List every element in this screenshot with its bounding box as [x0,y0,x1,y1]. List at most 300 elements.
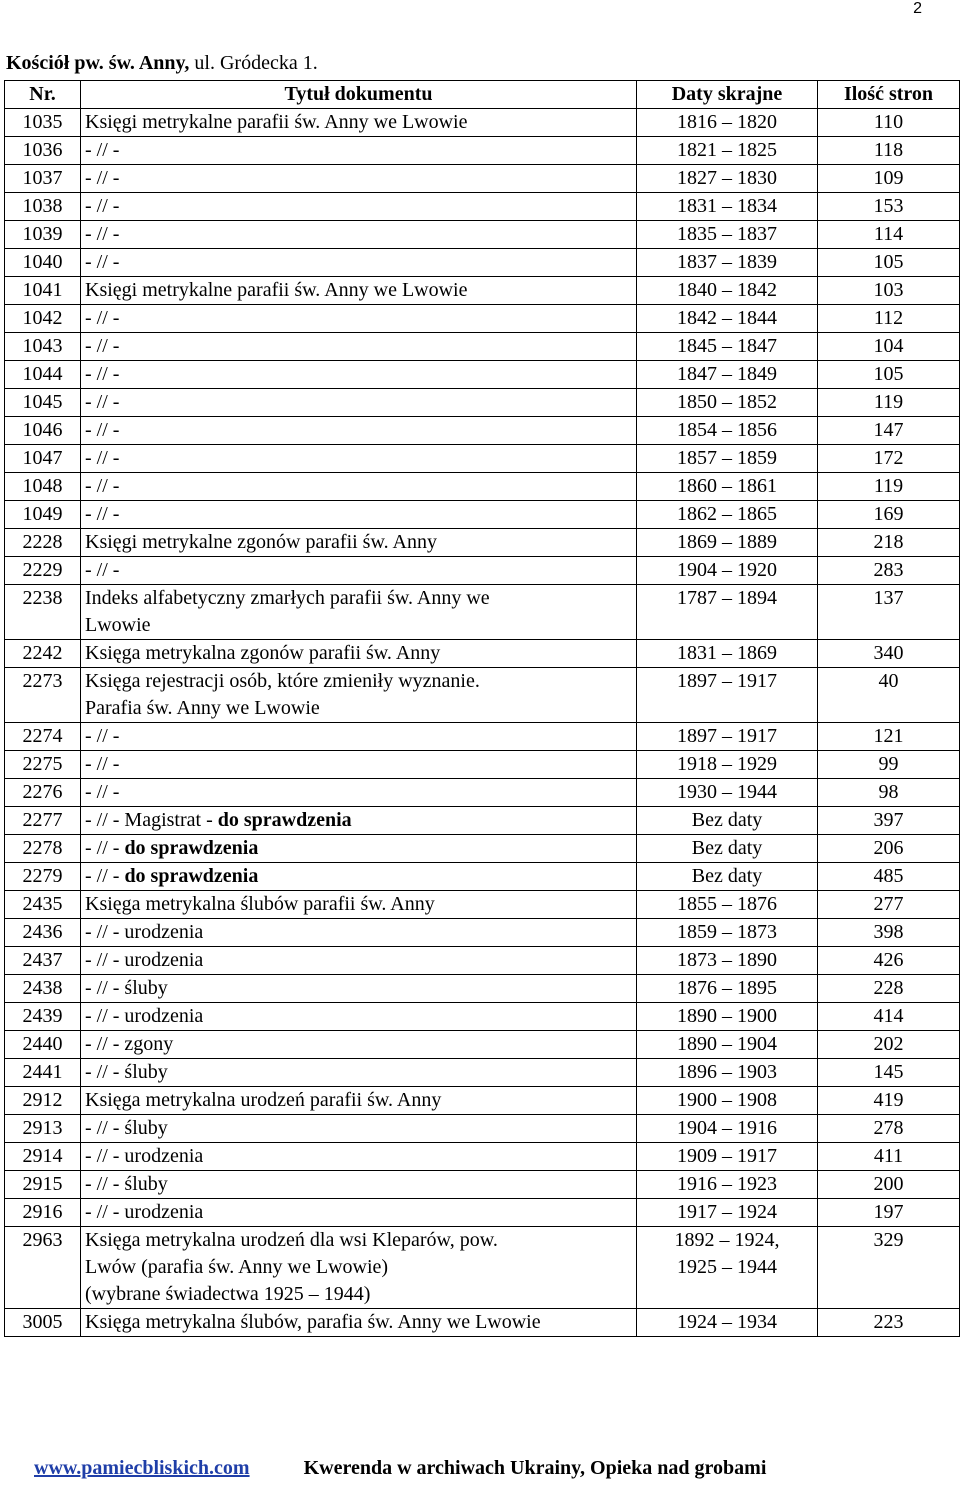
cell-pages [818,975,960,1003]
cell-nr-text: 2274 [22,725,63,747]
cell-dates-text: 1847 – 1849 [677,363,777,385]
cell-title-text: - // - śluby [85,1117,168,1139]
cell-dates-text: 1837 – 1839 [677,251,777,273]
table-row [5,305,960,333]
cell-dates [637,751,818,779]
cell-dates-text: 1897 – 1917 [677,725,777,747]
cell-pages-text: 340 [873,642,904,664]
cell-dates-text: 1827 – 1830 [677,167,777,189]
cell-pages [818,557,960,585]
cell-pages-text: 202 [873,1033,904,1055]
table-row [5,109,960,137]
cell-nr [5,1003,81,1031]
cell-pages-text: 137 [873,587,904,609]
cell-dates [637,165,818,193]
cell-title-text: - // - [85,335,120,357]
table-row [5,640,960,668]
cell-title [81,445,637,473]
cell-pages [818,807,960,835]
cell-dates-text: 1854 – 1856 [677,419,777,441]
cell-nr-text: 2275 [22,753,63,775]
cell-dates-text: Bez daty [691,837,763,859]
cell-nr-text: 1036 [22,139,63,161]
cell-pages-text: 114 [873,223,904,245]
cell-title-text: - // - śluby [85,977,168,999]
cell-title-text: - // - [85,725,120,747]
cell-pages [818,1003,960,1031]
cell-nr [5,529,81,557]
cell-pages [818,389,960,417]
cell-nr [5,975,81,1003]
table-row [5,445,960,473]
cell-pages [818,863,960,891]
cell-title-text: - // - [85,447,120,469]
cell-pages [818,109,960,137]
cell-title [81,277,637,305]
page-footer [34,1457,766,1480]
table-row [5,557,960,585]
cell-dates-text: Bez daty [691,865,763,887]
cell-nr-text: 2228 [22,531,63,553]
cell-nr [5,1087,81,1115]
cell-pages [818,417,960,445]
cell-pages [818,277,960,305]
cell-title [81,640,637,668]
page-number: 2 [913,0,922,17]
cell-pages [818,1087,960,1115]
cell-nr-text: 3005 [22,1311,63,1333]
cell-pages-text: 426 [873,949,904,971]
cell-pages-text: 99 [878,753,899,775]
cell-title [81,109,637,137]
cell-pages [818,1171,960,1199]
cell-dates-text: 1855 – 1876 [677,893,777,915]
cell-nr [5,137,81,165]
cell-pages-text: 121 [873,725,904,747]
table-row [5,1171,960,1199]
cell-dates-text: 1924 – 1934 [677,1311,777,1333]
cell-dates [637,835,818,863]
footer-website-link[interactable]: www.pamiecbliskich.com [34,1457,250,1479]
table-row [5,333,960,361]
cell-dates-text: 1892 – 1924, 1925 – 1944 [674,1229,780,1278]
cell-dates-text: 1862 – 1865 [677,503,777,525]
cell-pages-text: 40 [878,670,899,692]
cell-dates [637,333,818,361]
cell-nr-text: 2437 [22,949,63,971]
table-row [5,975,960,1003]
cell-title-text: - // - [85,419,120,441]
cell-title [81,1059,637,1087]
cell-nr-text: 2238 [22,587,63,609]
cell-dates-text: 1876 – 1895 [677,977,777,999]
header-title: Tytuł dokumentu [81,81,637,109]
cell-dates [637,557,818,585]
cell-dates [637,221,818,249]
cell-pages-text: 105 [873,251,904,273]
table-row [5,723,960,751]
cell-nr-text: 1038 [22,195,63,217]
cell-title-text: - // - [85,781,120,803]
records-table [4,80,960,1337]
cell-title [81,249,637,277]
cell-dates [637,640,818,668]
cell-pages [818,137,960,165]
cell-nr-text: 1042 [22,307,63,329]
cell-title [81,501,637,529]
cell-pages [818,640,960,668]
cell-dates-text: 1869 – 1889 [677,531,777,553]
cell-pages-text: 98 [878,781,899,803]
cell-nr [5,863,81,891]
cell-title-text: - // - [85,391,120,413]
cell-title [81,1031,637,1059]
cell-dates [637,807,818,835]
cell-nr-text: 2278 [22,837,63,859]
cell-pages [818,779,960,807]
cell-title [81,1115,637,1143]
cell-pages-text: 397 [873,809,904,831]
cell-pages [818,723,960,751]
cell-title-text: Księga metrykalna urodzeń dla wsi Kleparów, pow. Lwów (parafia św. Anny we Lwowie) (wybrane świadectwa 1925 – 1944) [85,1229,498,1305]
table-row [5,668,960,723]
cell-nr-text: 2436 [22,921,63,943]
cell-nr-text: 1041 [22,279,63,301]
cell-pages-text: 109 [873,167,904,189]
cell-nr [5,557,81,585]
table-row [5,529,960,557]
table-row [5,779,960,807]
cell-dates-text: 1916 – 1923 [677,1173,777,1195]
table-row [5,277,960,305]
cell-title-text: - // - [85,837,125,859]
cell-title [81,193,637,221]
cell-title [81,1003,637,1031]
cell-title [81,947,637,975]
cell-dates-text: 1909 – 1917 [677,1145,777,1167]
cell-pages-text: 278 [873,1117,904,1139]
cell-pages-text: 283 [873,559,904,581]
cell-nr-text: 2229 [22,559,63,581]
cell-dates [637,1115,818,1143]
cell-dates [637,1309,818,1337]
cell-nr-text: 2279 [22,865,63,887]
cell-nr [5,668,81,723]
cell-pages-text: 277 [873,893,904,915]
cell-nr-text: 1045 [22,391,63,413]
cell-pages [818,1031,960,1059]
cell-pages-text: 218 [873,531,904,553]
cell-nr [5,1171,81,1199]
heading-address: ul. Gródecka 1. [189,52,318,74]
cell-title [81,919,637,947]
table-row [5,389,960,417]
cell-dates-text: 1857 – 1859 [677,447,777,469]
cell-title-text: - // - [85,865,125,887]
cell-dates [637,1003,818,1031]
cell-title [81,417,637,445]
cell-dates-text: 1840 – 1842 [677,279,777,301]
cell-pages-text: 169 [873,503,904,525]
cell-nr [5,1115,81,1143]
table-row [5,165,960,193]
cell-dates-text: 1831 – 1869 [677,642,777,664]
cell-nr-text: 1047 [22,447,63,469]
cell-pages [818,585,960,640]
cell-pages [818,1143,960,1171]
cell-nr-text: 2916 [22,1201,63,1223]
table-row [5,1087,960,1115]
cell-title-text: Księga metrykalna zgonów parafii św. Anny [85,642,441,664]
table-row [5,473,960,501]
cell-title-text: - // - śluby [85,1061,168,1083]
cell-pages [818,249,960,277]
cell-nr [5,445,81,473]
cell-nr [5,1143,81,1171]
cell-title-bold-note: do sprawdzenia [124,837,259,859]
cell-title [81,165,637,193]
table-body [5,109,960,1337]
cell-dates-text: 1859 – 1873 [677,921,777,943]
cell-title-text: - // - [85,195,120,217]
cell-dates-text: Bez daty [691,809,763,831]
cell-pages-text: 414 [873,1005,904,1027]
cell-pages [818,668,960,723]
cell-dates [637,137,818,165]
cell-pages-text: 118 [873,139,904,161]
cell-nr [5,221,81,249]
cell-dates-text: 1900 – 1908 [677,1089,777,1111]
cell-dates-text: 1890 – 1904 [677,1033,777,1055]
cell-pages [818,473,960,501]
cell-dates-text: 1890 – 1900 [677,1005,777,1027]
cell-dates-text: 1850 – 1852 [677,391,777,413]
cell-title [81,668,637,723]
cell-nr [5,891,81,919]
table-row [5,249,960,277]
cell-dates [637,445,818,473]
cell-nr [5,417,81,445]
table-row [5,1031,960,1059]
cell-pages [818,1115,960,1143]
cell-pages-text: 197 [873,1201,904,1223]
cell-pages [818,1199,960,1227]
cell-pages-text: 223 [873,1311,904,1333]
cell-nr-text: 2439 [22,1005,63,1027]
cell-title [81,389,637,417]
cell-dates [637,1031,818,1059]
cell-pages-text: 411 [873,1145,904,1167]
table-row [5,751,960,779]
cell-nr-text: 2912 [22,1089,63,1111]
cell-title-bold-note: do sprawdzenia [124,865,259,887]
cell-pages-text: 200 [873,1173,904,1195]
cell-title [81,333,637,361]
header-dates: Daty skrajne [637,81,818,109]
cell-pages-text: 485 [873,865,904,887]
cell-nr [5,919,81,947]
cell-dates-text: 1930 – 1944 [677,781,777,803]
table-header-row [5,81,960,109]
cell-pages [818,501,960,529]
cell-nr-text: 2915 [22,1173,63,1195]
cell-pages-text: 112 [873,307,904,329]
cell-nr [5,361,81,389]
cell-dates-text: 1821 – 1825 [677,139,777,161]
cell-dates-text: 1873 – 1890 [677,949,777,971]
cell-title [81,137,637,165]
cell-pages [818,221,960,249]
cell-nr [5,473,81,501]
cell-pages-text: 419 [873,1089,904,1111]
cell-nr-text: 2914 [22,1145,63,1167]
table-row [5,1143,960,1171]
cell-nr-text: 1043 [22,335,63,357]
cell-dates-text: 1845 – 1847 [677,335,777,357]
cell-title [81,1171,637,1199]
cell-title-text: Księgi metrykalne zgonów parafii św. Anny [85,531,437,553]
cell-dates-text: 1897 – 1917 [677,670,777,692]
table-row [5,1309,960,1337]
cell-dates-text: 1896 – 1903 [677,1061,777,1083]
cell-title-text: - // - zgony [85,1033,174,1055]
cell-dates [637,891,818,919]
cell-nr [5,305,81,333]
cell-dates [637,779,818,807]
cell-dates [637,668,818,723]
cell-title [81,305,637,333]
cell-dates-text: 1904 – 1920 [677,559,777,581]
cell-dates [637,529,818,557]
cell-title [81,1087,637,1115]
table-row [5,501,960,529]
table-row [5,807,960,835]
cell-pages [818,1059,960,1087]
table-row [5,1003,960,1031]
cell-pages [818,947,960,975]
cell-pages-text: 119 [873,475,904,497]
table-row [5,1059,960,1087]
cell-dates-text: 1917 – 1924 [677,1201,777,1223]
cell-dates [637,1059,818,1087]
cell-pages [818,835,960,863]
cell-dates [637,1087,818,1115]
table-row [5,919,960,947]
cell-pages-text: 329 [873,1229,904,1251]
cell-nr [5,249,81,277]
cell-nr-text: 2435 [22,893,63,915]
cell-title [81,891,637,919]
cell-nr [5,389,81,417]
cell-title-text: Księga metrykalna urodzeń parafii św. Anny [85,1089,442,1111]
cell-dates [637,249,818,277]
cell-nr [5,751,81,779]
cell-pages [818,751,960,779]
cell-nr [5,193,81,221]
cell-title-text: - // - urodzenia [85,921,204,943]
cell-nr-text: 2441 [22,1061,63,1083]
cell-title-text: Księga metrykalna ślubów parafii św. Anny [85,893,435,915]
table-row [5,891,960,919]
cell-pages [818,529,960,557]
cell-dates-text: 1835 – 1837 [677,223,777,245]
cell-dates [637,389,818,417]
cell-title [81,751,637,779]
cell-title-text: - // - [85,223,120,245]
cell-dates [637,417,818,445]
cell-nr-text: 2242 [22,642,63,664]
cell-title-text: Indeks alfabetyczny zmarłych parafii św. Anny we Lwowie [85,587,490,636]
cell-title [81,1227,637,1309]
cell-pages-text: 145 [873,1061,904,1083]
cell-title [81,1199,637,1227]
cell-dates-text: 1860 – 1861 [677,475,777,497]
cell-dates [637,193,818,221]
cell-title-text: - // - [85,475,120,497]
cell-title [81,473,637,501]
cell-nr [5,779,81,807]
cell-dates [637,1171,818,1199]
table-row [5,835,960,863]
cell-nr-text: 2440 [22,1033,63,1055]
cell-nr [5,947,81,975]
cell-nr [5,585,81,640]
table-row [5,417,960,445]
cell-dates [637,947,818,975]
cell-pages [818,305,960,333]
cell-nr [5,640,81,668]
cell-dates-text: 1904 – 1916 [677,1117,777,1139]
cell-nr-text: 1035 [22,111,63,133]
cell-title-text: - // - Magistrat - [85,809,218,831]
cell-pages-text: 104 [873,335,904,357]
cell-nr [5,807,81,835]
cell-nr [5,109,81,137]
cell-pages-text: 206 [873,837,904,859]
table-row [5,947,960,975]
cell-title [81,1309,637,1337]
cell-dates-text: 1842 – 1844 [677,307,777,329]
cell-dates-text: 1787 – 1894 [677,587,777,609]
cell-title [81,529,637,557]
cell-title [81,975,637,1003]
cell-title [81,723,637,751]
cell-nr [5,165,81,193]
cell-title-text: - // - [85,363,120,385]
table-row [5,585,960,640]
cell-nr [5,835,81,863]
cell-title [81,863,637,891]
cell-dates [637,1227,818,1309]
cell-nr-text: 2438 [22,977,63,999]
table-row [5,193,960,221]
cell-title-text: - // - [85,167,120,189]
cell-title-text: - // - [85,307,120,329]
cell-pages [818,919,960,947]
cell-title-text: Księgi metrykalne parafii św. Anny we Lwowie [85,111,468,133]
cell-pages-text: 147 [873,419,904,441]
cell-pages-text: 172 [873,447,904,469]
cell-pages [818,333,960,361]
cell-title-text: - // - [85,251,120,273]
cell-nr-text: 1049 [22,503,63,525]
cell-dates [637,473,818,501]
cell-pages-text: 228 [873,977,904,999]
cell-nr [5,501,81,529]
cell-pages-text: 119 [873,391,904,413]
cell-title-text: - // - [85,753,120,775]
cell-pages-text: 103 [873,279,904,301]
